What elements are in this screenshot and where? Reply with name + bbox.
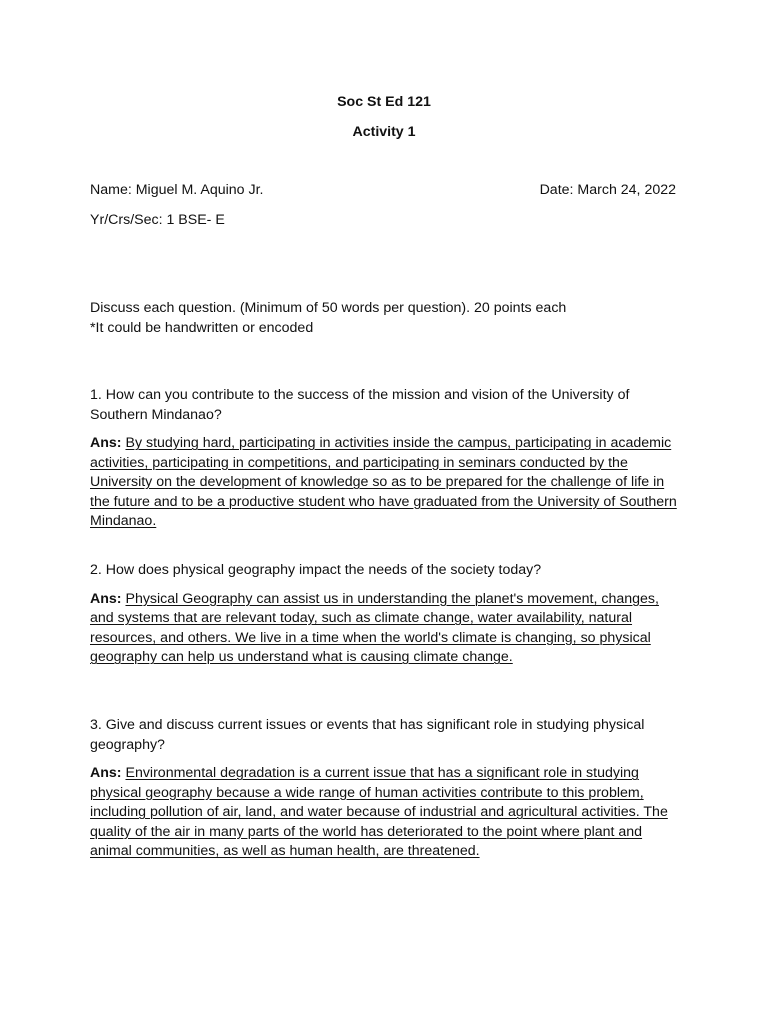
question-block-2	[90, 561, 682, 668]
answer-text-2: Physical Geography can assist us in understanding the planet's movement, changes, and systems that are relevant today, such as climate change, water availability, natural resources, and others. We live in a time when the world's climate is changing, so physical geography can help us understand what is causing climate change.	[90, 590, 659, 665]
answer-2	[90, 590, 682, 668]
answer-3	[90, 764, 682, 862]
question-block-1	[90, 386, 682, 532]
question-2: 2. How does physical geography impact the needs of the society today?	[90, 562, 542, 578]
answer-text-1: By studying hard, participating in activities inside the campus, participating in academic activities, participating in competitions, and participating in seminars conducted by the University on the development of knowledge so as to be prepared for the challenge of life in the future and to be a productive student who have graduated from the University of Southern Mindanao.	[90, 435, 677, 529]
submission-date: Date: March 24, 2022	[539, 182, 676, 198]
answer-label-2: Ans:	[90, 590, 122, 607]
question-block-3	[90, 716, 682, 862]
answer-label-1: Ans:	[90, 435, 122, 451]
question-1: 1. How can you contribute to the success of the mission and vision of the University of Southern Mindanao?	[90, 387, 630, 423]
instructions-line-2: *It could be handwritten or encoded	[90, 320, 314, 336]
student-name: Name: Miguel M. Aquino Jr.	[90, 182, 264, 198]
course-title: Soc St Ed 121	[337, 94, 431, 110]
answer-1	[90, 434, 682, 532]
activity-title: Activity 1	[352, 124, 416, 140]
instructions	[90, 298, 690, 338]
answer-label-3: Ans:	[90, 765, 122, 781]
question-3: 3. Give and discuss current issues or events that has significant role in studying physical geography?	[90, 717, 645, 753]
year-course-section: Yr/Crs/Sec: 1 BSE- E	[90, 212, 225, 228]
instructions-line-1: Discuss each question. (Minimum of 50 words per question). 20 points each	[90, 300, 567, 316]
answer-text-3: Environmental degradation is a current issue that has a significant role in studying physical geography because a wide range of human activities contribute to this problem, including pollution of air, land, and water because of industrial and agricultural activities. The quality of the air in many parts of the world has deteriorated to the point where plant and animal communities, as well as human health, are threatened.	[90, 765, 668, 859]
